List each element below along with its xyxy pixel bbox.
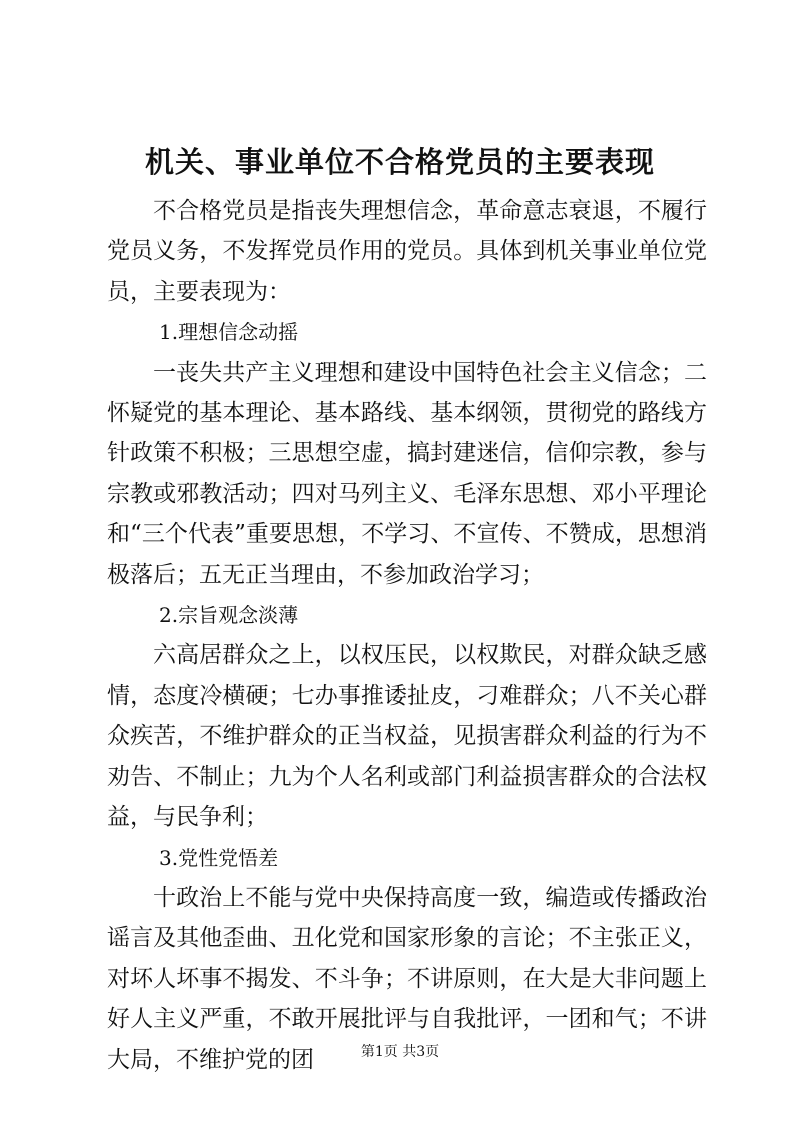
section-paragraph-1: 一丧失共产主义理想和建设中国特色社会主义信念；二怀疑党的基本理论、基本路线、基本纲领，贯彻党的路线方针政策不积极；三思想空虚，搞封建迷信，信仰宗教，参与宗教或邪教活动；四对马列主义、毛泽东思想、邓小平理论和“三个代表”重要思想，不学习、不宣传、不赞成，思想消极落后；五无正当理由，不参加政治学习； — [107, 359, 707, 588]
document-body — [107, 191, 707, 1080]
section-paragraph-3: 十政治上不能与党中央保持高度一致，编造或传播政治谣言及其他歪曲、丑化党和国家形象的言论；不主张正义，对坏人坏事不揭发、不斗争；不讲原则，在大是大非问题上好人主义严重，不敢开展批评与自我批评，一团和气；不讲大局，不维护党的团 — [107, 884, 707, 1073]
document-title: 机关、事业单位不合格党员的主要表现 — [144, 145, 655, 179]
intro-paragraph: 不合格党员是指丧失理想信念，革命意志衰退，不履行党员义务，不发挥党员作用的党员。具体到机关事业单位党员，主要表现为： — [107, 198, 707, 305]
section-heading-1: 1.理想信念动摇 — [159, 320, 299, 345]
section-heading-3: 3.党性党悟差 — [159, 845, 279, 870]
section-heading-2: 2.宗旨观念淡薄 — [159, 603, 299, 628]
section-paragraph-2: 六高居群众之上，以权压民，以权欺民，对群众缺乏感情，态度冷横硬；七办事推诿扯皮，刁难群众；八不关心群众疾苦，不维护群众的正当权益，见损害群众利益的行为不劝告、不制止；九为个人名利或部门利益损害群众的合法权益，与民争利； — [107, 642, 707, 831]
page-footer: 第1页 共3页 — [360, 1044, 440, 1060]
